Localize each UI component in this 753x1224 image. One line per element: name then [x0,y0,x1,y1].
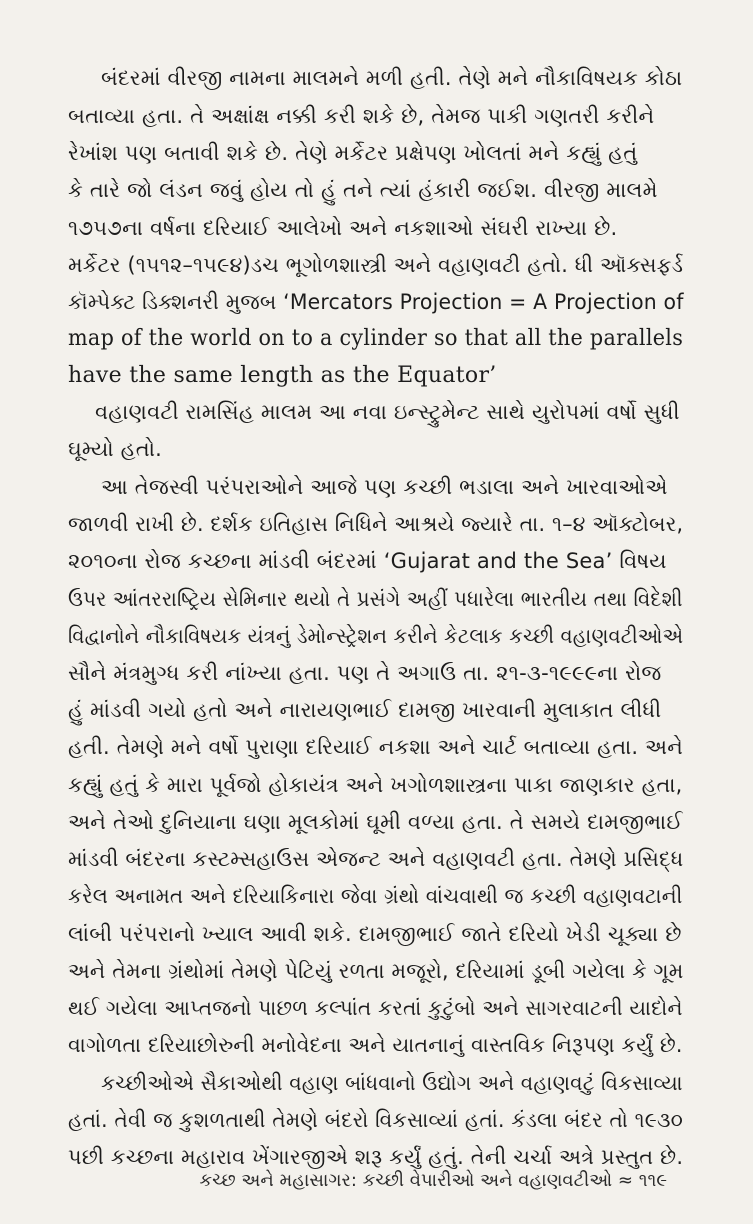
text-line: લાંબી પરંપરાનો ખ્યાલ આવી શકે. દામજીભાઈ જાતે દરિયો ખેડી ચૂક્યા છે [68,922,682,946]
text-line: ૨૦૧૦ના રોજ કચ્છના માંડવી બંદરમાં ‘Gujarat and the Sea’ વિષય [68,549,667,573]
footer-separator: ≈ [617,1170,633,1191]
text-line: બંદરમાં વીરજી નામના માલમને મળી હતી. તેણે મને નૌકાવિષયક કોઠા [101,66,683,90]
text-line: ૧૭૫૭ના વર્ષના દરિયાઈ આલેખો અને નકશાઓ સંઘરી રાખ્યા છે. [68,216,618,240]
text-line: વિદ્વાનોને નૌકાવિષયક યંત્રનું ડેમોન્સ્ટ્રેશન કરીને કેટલાક કચ્છી વહાણવટીઓએ [68,624,684,648]
text-line: કરેલ અનામત અને દરિયાકિનારા જેવા ગ્રંથો વાંચવાથી જ કચ્છી વહાણવટાની [68,884,683,908]
page-number: ૧૧૯ [638,1170,667,1191]
text-line: વહાણવટી રામસિંહ માલમ આ નવા ઇન્સ્ટ્રુમેન્ટ સાથે યુરોપમાં વર્ષો સુધી [95,400,680,424]
text-line: અને તેમના ગ્રંથોમાં તેમણે પેટિયું રળતા મજૂરો, દરિયામાં ડૂબી ગયેલા કે ગૂમ [68,959,684,983]
text-line: ઘૂમ્યો હતો. [68,437,163,461]
text-line: સૌને મંત્રમુગ્ધ કરી નાંખ્યા હતા. પણ તે અગાઉ તા. ૨૧-૩-૧૯૯૯ના રોજ [68,661,662,685]
text-line: મર્કેટર (૧૫૧૨–૧૫૯૪)ડચ ભૂગોળશાસ્ત્રી અને વહાણવટી હતો. ધી ઑક્સફર્ડ [68,253,684,277]
text-line: ઉપર આંતરરાષ્ટ્રિય સેમિનાર થયો તે પ્રસંગે અહીં પધારેલા ભારતીય તથા વિદેશી [68,587,683,611]
text-line: કહ્યું હતું કે મારા પૂર્વજો હોકાયંત્ર અને ખગોળશાસ્ત્રના પાકા જાણકાર હતા, [68,773,683,797]
running-title: કચ્છ અને મહાસાગર: કચ્છી વેપારીઓ અને વહાણવટીઓ [199,1170,613,1191]
text-line: have the same length as the Equator’ [68,363,497,388]
text-line: આ તેજસ્વી પરંપરાઓને આજે પણ કચ્છી ભડાલા અને ખારવાઓએ [101,475,668,499]
text-line: કે તારે જો લંડન જવું હોય તો હું તને ત્યાં હંકારી જઈશ. વીરજી માલમે [68,178,658,202]
text-line: વાગોળતા દરિયાછોરુની મનોવેદના અને યાતનાનું વાસ્તવિક નિરૂપણ કર્યું છે. [68,1033,683,1057]
text-line: પછી કચ્છના મહારાવ ખેંગારજીએ શરૂ કર્યું હતું. તેની ચર્ચા અત્રે પ્રસ્તુત છે. [68,1145,684,1169]
text-line: હતાં. તેવી જ કુશળતાથી તેમણે બંદરો વિકસાવ્યાં હતાં. કંડલા બંદર તો ૧૯૩૦ [68,1108,684,1132]
text-line: જાળવી રાખી છે. દર્શક ઇતિહાસ નિધિને આશ્રયે જ્યારે તા. ૧–૪ ઑક્ટોબર, [68,512,684,536]
text-line: કૉમ્પેક્ટ ડિક્શનરી મુજબ ‘Mercators Projection = A Projection of [68,290,684,314]
text-line: હું માંડવી ગયો હતો અને નારાયણભાઈ દામજી ખારવાની મુલાકાત લીધી [68,698,662,722]
text-line: માંડવી બંદરના કસ્ટમ્સહાઉસ એજન્ટ અને વહાણવટી હતા. તેમણે પ્રસિદ્ધ [68,847,684,871]
text-line: રેખાંશ પણ બતાવી શકે છે. તેણે મર્કેટર પ્રક્ષેપણ ખોલતાં મને કહ્યું હતું [68,141,638,165]
running-footer [199,1168,667,1194]
text-line: હતી. તેમણે મને વર્ષો પુરાણા દરિયાઈ નકશા અને ચાર્ટ બતાવ્યા હતા. અને [68,735,684,759]
text-line: map of the world on to a cylinder so that all the parallels [68,326,684,351]
text-line: બતાવ્યા હતા. તે અક્ષાંક્ષ નક્કી કરી શકે છે, તેમજ પાકી ગણતરી કરીને [68,104,655,128]
text-line: કચ્છીઓએ સૈકાઓથી વહાણ બાંધવાનો ઉદ્યોગ અને વહાણવટું વિકસાવ્યા [101,1071,683,1095]
text-line: અને તેઓ દુનિયાના ઘણા મૂલકોમાં ઘૂમી વળ્યા હતા. તે સમયે દામજીભાઈ [68,810,683,834]
text-line: થઈ ગયેલા આપ્તજનો પાછળ કલ્પાંત કરતાં કુટુંબો અને સાગરવાટની યાદોને [68,996,683,1020]
